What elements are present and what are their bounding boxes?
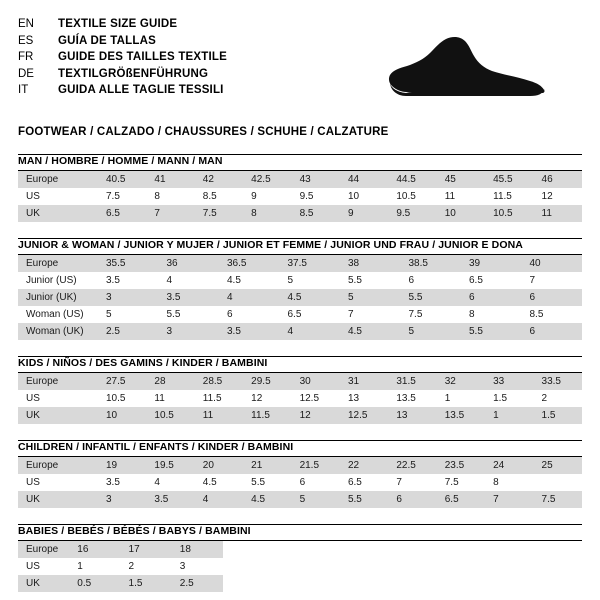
language-row xyxy=(18,16,227,33)
language-title: GUIDE DES TAILLES TEXTILE xyxy=(58,51,227,63)
size-table xyxy=(18,457,582,508)
cell: 45.5 xyxy=(485,171,533,188)
block-title: CHILDREN / INFANTIL / ENFANTS / KINDER / BAMBINI xyxy=(18,441,294,453)
language-row xyxy=(18,49,227,66)
cell: 5 xyxy=(292,491,340,508)
cell: 5.5 xyxy=(159,306,220,323)
footwear-section-title: FOOTWEAR / CALZADO / CHAUSSURES / SCHUHE / CALZATURE xyxy=(18,126,389,138)
cell: 7 xyxy=(388,474,436,491)
cell: 5 xyxy=(280,272,341,289)
cell: 1 xyxy=(69,558,120,575)
cell: 23.5 xyxy=(437,457,485,474)
size-block-kids xyxy=(18,356,582,424)
cell: 1 xyxy=(437,390,485,407)
cell: 33.5 xyxy=(534,373,582,390)
row-label: US xyxy=(18,188,98,205)
cell: 21.5 xyxy=(292,457,340,474)
cell xyxy=(428,558,479,575)
table-row xyxy=(18,457,582,474)
cell: 4 xyxy=(195,491,243,508)
cell: 29.5 xyxy=(243,373,291,390)
cell: 22.5 xyxy=(388,457,436,474)
cell: 40.5 xyxy=(98,171,146,188)
row-label: Europe xyxy=(18,457,98,474)
table-row xyxy=(18,390,582,407)
row-label: UK xyxy=(18,491,98,508)
cell: 11 xyxy=(146,390,194,407)
cell: 6 xyxy=(292,474,340,491)
row-label: US xyxy=(18,558,69,575)
cell: 42 xyxy=(195,171,243,188)
cell: 8 xyxy=(485,474,533,491)
cell xyxy=(428,541,479,558)
cell xyxy=(377,541,428,558)
cell: 27.5 xyxy=(98,373,146,390)
cell: 45 xyxy=(437,171,485,188)
cell: 4.5 xyxy=(280,289,341,306)
cell: 8 xyxy=(461,306,522,323)
cell xyxy=(531,558,582,575)
row-label: Junior (UK) xyxy=(18,289,98,306)
cell: 7.5 xyxy=(534,491,582,508)
cell: 31 xyxy=(340,373,388,390)
cell: 11.5 xyxy=(485,188,533,205)
cell: 10.5 xyxy=(388,188,436,205)
cell: 12 xyxy=(292,407,340,424)
cell: 6.5 xyxy=(461,272,522,289)
block-title: KIDS / NIÑOS / DES GAMINS / KINDER / BAMBINI xyxy=(18,357,268,369)
cell: 6 xyxy=(219,306,280,323)
cell: 3.5 xyxy=(219,323,280,340)
cell: 5.5 xyxy=(243,474,291,491)
cell: 8.5 xyxy=(522,306,583,323)
cell: 16 xyxy=(69,541,120,558)
table-row xyxy=(18,541,582,558)
cell: 2 xyxy=(534,390,582,407)
row-label: UK xyxy=(18,575,69,592)
cell: 5 xyxy=(340,289,401,306)
cell: 38 xyxy=(340,255,401,272)
cell xyxy=(223,558,274,575)
table-row xyxy=(18,188,582,205)
row-label: Europe xyxy=(18,541,69,558)
cell: 10 xyxy=(340,188,388,205)
cell: 9 xyxy=(243,188,291,205)
language-code: FR xyxy=(18,51,34,63)
cell: 44 xyxy=(340,171,388,188)
cell: 9.5 xyxy=(292,188,340,205)
cell: 5 xyxy=(401,323,462,340)
cell: 19 xyxy=(98,457,146,474)
cell: 17 xyxy=(121,541,172,558)
cell: 7 xyxy=(340,306,401,323)
cell: 12.5 xyxy=(292,390,340,407)
table-row xyxy=(18,407,582,424)
size-table xyxy=(18,373,582,424)
cell: 8 xyxy=(146,188,194,205)
cell: 4 xyxy=(219,289,280,306)
size-block-babies xyxy=(18,524,582,592)
cell: 12 xyxy=(534,188,582,205)
table-row xyxy=(18,373,582,390)
cell: 4 xyxy=(280,323,341,340)
row-label: Woman (UK) xyxy=(18,323,98,340)
row-label: US xyxy=(18,390,98,407)
cell: 35.5 xyxy=(98,255,159,272)
cell: 12 xyxy=(243,390,291,407)
cell: 8 xyxy=(243,205,291,222)
cell: 3.5 xyxy=(159,289,220,306)
cell: 7.5 xyxy=(437,474,485,491)
cell: 13.5 xyxy=(388,390,436,407)
cell: 6 xyxy=(401,272,462,289)
size-table xyxy=(18,541,582,592)
cell: 28.5 xyxy=(195,373,243,390)
cell: 10 xyxy=(98,407,146,424)
cell: 10.5 xyxy=(485,205,533,222)
cell xyxy=(326,541,377,558)
block-title: BABIES / BEBÉS / BÉBÉS / BABYS / BAMBINI xyxy=(18,525,251,537)
cell: 25 xyxy=(534,457,582,474)
cell: 4 xyxy=(159,272,220,289)
cell: 3 xyxy=(159,323,220,340)
cell: 39 xyxy=(461,255,522,272)
cell: 19.5 xyxy=(146,457,194,474)
cell: 13 xyxy=(340,390,388,407)
cell: 6 xyxy=(522,323,583,340)
cell: 11.5 xyxy=(243,407,291,424)
cell: 5 xyxy=(98,306,159,323)
cell: 37.5 xyxy=(280,255,341,272)
cell: 1 xyxy=(485,407,533,424)
cell xyxy=(531,575,582,592)
cell: 2.5 xyxy=(172,575,223,592)
size-block-children xyxy=(18,440,582,508)
size-block-junior-woman xyxy=(18,238,582,340)
cell: 6.5 xyxy=(340,474,388,491)
size-block-man xyxy=(18,154,582,222)
cell: 3.5 xyxy=(98,474,146,491)
table-row xyxy=(18,575,582,592)
cell: 6.5 xyxy=(280,306,341,323)
cell: 1.5 xyxy=(485,390,533,407)
cell: 28 xyxy=(146,373,194,390)
cell: 40 xyxy=(522,255,583,272)
cell: 6 xyxy=(461,289,522,306)
cell: 21 xyxy=(243,457,291,474)
table-row xyxy=(18,289,582,306)
cell: 0.5 xyxy=(69,575,120,592)
language-code: ES xyxy=(18,34,34,47)
cell: 4.5 xyxy=(195,474,243,491)
cell xyxy=(479,558,530,575)
cell: 6 xyxy=(388,491,436,508)
cell: 10.5 xyxy=(98,390,146,407)
language-code: DE xyxy=(18,67,34,80)
cell: 10 xyxy=(437,205,485,222)
cell: 3.5 xyxy=(146,491,194,508)
cell: 5.5 xyxy=(340,272,401,289)
cell xyxy=(479,575,530,592)
cell: 2.5 xyxy=(98,323,159,340)
cell: 22 xyxy=(340,457,388,474)
table-row xyxy=(18,306,582,323)
cell: 30 xyxy=(292,373,340,390)
cell: 5.5 xyxy=(340,491,388,508)
cell: 44.5 xyxy=(388,171,436,188)
language-code: EN xyxy=(18,18,34,30)
language-title-list xyxy=(18,16,227,99)
document-header xyxy=(18,16,582,112)
cell: 41 xyxy=(146,171,194,188)
row-label: Europe xyxy=(18,255,98,272)
table-row xyxy=(18,272,582,289)
cell: 7.5 xyxy=(195,205,243,222)
cell: 33 xyxy=(485,373,533,390)
cell: 6 xyxy=(522,289,583,306)
row-label: UK xyxy=(18,205,98,222)
language-code: IT xyxy=(18,84,29,96)
table-row xyxy=(18,205,582,222)
row-label: Junior (US) xyxy=(18,272,98,289)
cell: 6.5 xyxy=(437,491,485,508)
size-table xyxy=(18,171,582,222)
table-row xyxy=(18,171,582,188)
cell: 7 xyxy=(485,491,533,508)
cell: 2 xyxy=(121,558,172,575)
cell xyxy=(428,575,479,592)
cell: 9.5 xyxy=(388,205,436,222)
cell: 8.5 xyxy=(292,205,340,222)
cell: 38.5 xyxy=(401,255,462,272)
language-title: GUIDA ALLE TAGLIE TESSILI xyxy=(58,84,224,96)
table-row xyxy=(18,491,582,508)
cell: 5.5 xyxy=(461,323,522,340)
row-label: UK xyxy=(18,407,98,424)
cell: 31.5 xyxy=(388,373,436,390)
cell: 1.5 xyxy=(121,575,172,592)
cell: 18 xyxy=(172,541,223,558)
cell: 3 xyxy=(98,491,146,508)
cell: 3.5 xyxy=(98,272,159,289)
cell: 12.5 xyxy=(340,407,388,424)
cell: 7 xyxy=(522,272,583,289)
cell: 11.5 xyxy=(195,390,243,407)
cell xyxy=(479,541,530,558)
table-row xyxy=(18,558,582,575)
cell xyxy=(377,575,428,592)
cell xyxy=(223,575,274,592)
dress-shoe-icon xyxy=(372,30,552,108)
cell: 11 xyxy=(534,205,582,222)
cell: 5.5 xyxy=(401,289,462,306)
cell: 46 xyxy=(534,171,582,188)
cell: 10.5 xyxy=(146,407,194,424)
cell: 3 xyxy=(172,558,223,575)
cell: 7 xyxy=(146,205,194,222)
cell: 20 xyxy=(195,457,243,474)
block-title: JUNIOR & WOMAN / JUNIOR Y MUJER / JUNIOR ET FEMME / JUNIOR UND FRAU / JUNIOR E DONA xyxy=(18,239,523,251)
cell xyxy=(326,558,377,575)
cell: 13.5 xyxy=(437,407,485,424)
cell: 36 xyxy=(159,255,220,272)
cell xyxy=(531,541,582,558)
size-table xyxy=(18,255,582,340)
row-label: US xyxy=(18,474,98,491)
cell: 7.5 xyxy=(98,188,146,205)
cell: 4 xyxy=(146,474,194,491)
row-label: Europe xyxy=(18,171,98,188)
table-row xyxy=(18,323,582,340)
cell xyxy=(377,558,428,575)
row-label: Woman (US) xyxy=(18,306,98,323)
cell: 4.5 xyxy=(219,272,280,289)
cell xyxy=(274,575,325,592)
cell: 4.5 xyxy=(340,323,401,340)
cell xyxy=(274,541,325,558)
language-row xyxy=(18,66,227,83)
language-title: GUÍA DE TALLAS xyxy=(58,34,156,47)
cell xyxy=(274,558,325,575)
cell: 32 xyxy=(437,373,485,390)
cell xyxy=(534,474,582,491)
language-title: TEXTILGRÖßENFÜHRUNG xyxy=(58,67,209,80)
cell xyxy=(223,541,274,558)
cell xyxy=(326,575,377,592)
cell: 13 xyxy=(388,407,436,424)
cell: 7.5 xyxy=(401,306,462,323)
cell: 3 xyxy=(98,289,159,306)
cell: 6.5 xyxy=(98,205,146,222)
table-row xyxy=(18,255,582,272)
cell: 42.5 xyxy=(243,171,291,188)
cell: 43 xyxy=(292,171,340,188)
row-label: Europe xyxy=(18,373,98,390)
language-row xyxy=(18,82,227,99)
cell: 24 xyxy=(485,457,533,474)
cell: 11 xyxy=(195,407,243,424)
cell: 4.5 xyxy=(243,491,291,508)
cell: 36.5 xyxy=(219,255,280,272)
block-title: MAN / HOMBRE / HOMME / MANN / MAN xyxy=(18,155,223,167)
language-row xyxy=(18,33,227,50)
table-row xyxy=(18,474,582,491)
cell: 8.5 xyxy=(195,188,243,205)
cell: 11 xyxy=(437,188,485,205)
cell: 9 xyxy=(340,205,388,222)
cell: 1.5 xyxy=(534,407,582,424)
language-title: TEXTILE SIZE GUIDE xyxy=(58,18,178,30)
